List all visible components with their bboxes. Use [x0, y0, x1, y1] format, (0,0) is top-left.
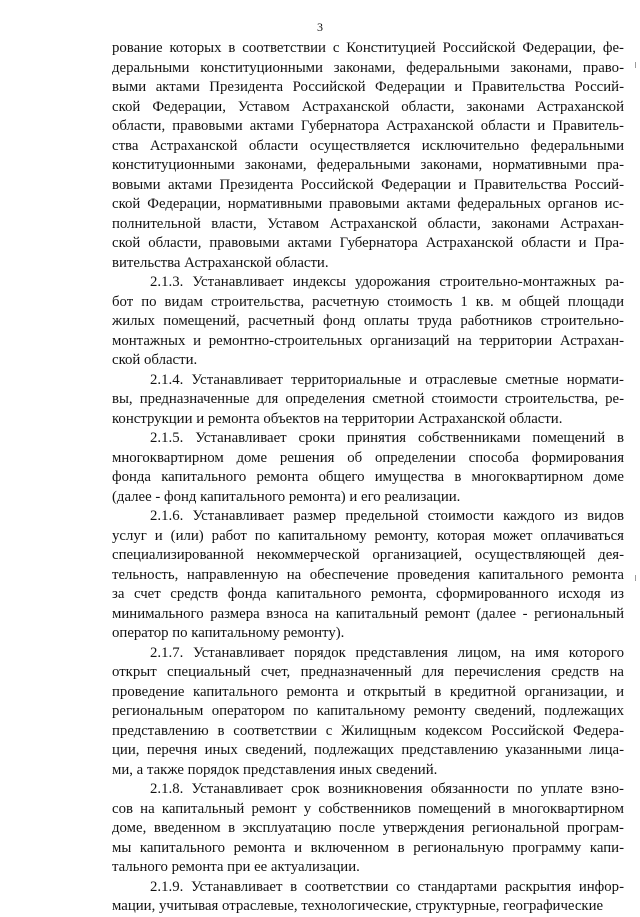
- text-line: (далее - фонд капитального ремонта) и его реализации.: [112, 488, 461, 505]
- paragraph-p-continuation: [112, 39, 624, 273]
- text-line: 2.1.8. Устанавливает срок возникновения обязанности по уплате взно-: [150, 781, 624, 797]
- text-line: мы капитального ремонта и включенном в региональную программу капи-: [112, 839, 624, 856]
- text-line: проведение капитального ремонта и открытый в кредитной организации, и: [112, 683, 624, 700]
- scan-edge-mark: [635, 575, 636, 581]
- text-line: деральными конституционными законами, федеральными законами, право-: [112, 59, 624, 76]
- text-line: многоквартирном доме решения об определении способа формирования: [112, 449, 624, 466]
- text-line: вовыми актами Президента Российской Федерации и Правительства Россий-: [112, 176, 624, 193]
- text-line: ской Федерации, Уставом Астраханской области, законами Астраханской: [112, 98, 624, 115]
- text-line: вы, предназначенные для определения сметной стоимости строительства, ре-: [112, 391, 624, 407]
- text-line: жилых помещений, расчетный фонд оплаты труда работников строительно-: [112, 313, 624, 329]
- text-line: конструкции и ремонта объектов на территории Астраханской области.: [112, 410, 563, 427]
- text-line: области, правовыми актами Губернатора Астраханской области и Правитель-: [112, 118, 624, 134]
- text-line: ской области, правовыми актами Губернатора Астраханской области и Пра-: [112, 235, 624, 251]
- paragraph-p-2-1-4: [112, 371, 624, 430]
- paragraph-p-2-1-6: [112, 507, 624, 644]
- text-line: фонда капитального ремонта общего имущества в многоквартирном доме: [112, 469, 624, 485]
- text-line: рование которых в соответствии с Конституцией Российской Федерации, фе-: [112, 40, 624, 56]
- text-line: мации, учитывая отраслевые, технологические, структурные, географические: [112, 898, 604, 914]
- text-line: 2.1.3. Устанавливает индексы удорожания строительно-монтажных ра-: [150, 274, 624, 290]
- paragraph-p-2-1-7: [112, 644, 624, 781]
- text-line: минимального размера взноса на капитальный ремонт (далее - региональный: [112, 605, 624, 622]
- paragraph-p-2-1-8: [112, 780, 624, 878]
- text-line: 2.1.4. Устанавливает территориальные и отраслевые сметные нормати-: [150, 371, 624, 388]
- text-line: представлению в соответствии с Жилищным кодексом Российской Федера-: [112, 722, 624, 739]
- page-number: 3: [317, 20, 323, 34]
- text-line: региональным оператором по капитальному ремонту сведений, подлежащих: [112, 703, 624, 719]
- text-line: ской Федерации, нормативными правовыми актами федеральных органов ис-: [112, 196, 624, 212]
- text-line: 2.1.5. Устанавливает сроки принятия собственниками помещений в: [150, 430, 624, 446]
- text-line: ской области.: [112, 352, 198, 368]
- text-line: монтажных и ремонтно-строительных организаций на территории Астрахан-: [112, 332, 624, 349]
- text-line: открыт специальный счет, предназначенный для перечисления средств на: [112, 664, 624, 680]
- text-line: полнительной власти, Уставом Астраханской области, законами Астрахан-: [112, 215, 624, 232]
- paragraph-p-2-1-5: [112, 429, 624, 507]
- text-line: выми актами Президента Российской Федерации и Правительства Россий-: [112, 79, 624, 95]
- text-line: бот по видам строительства, расчетную стоимость 1 кв. м общей площади: [112, 293, 624, 310]
- text-line: специализированной некоммерческой организацией, осуществляющей дея-: [112, 547, 624, 563]
- text-line: вительства Астраханской области.: [112, 254, 329, 271]
- document-body: [112, 39, 624, 917]
- text-line: услуг и (или) работ по капитальному ремонту, которая может оплачиваться: [112, 527, 624, 544]
- text-line: ми, а также порядок представления иных сведений.: [112, 761, 438, 778]
- text-line: тального ремонта при ее актуализации.: [112, 859, 360, 875]
- text-line: 2.1.7. Устанавливает порядок представления лицом, на имя которого: [150, 644, 624, 661]
- paragraph-p-2-1-9: [112, 878, 624, 917]
- text-line: тельность, направленную на обеспечение проведения капитального ремонта: [112, 566, 624, 583]
- text-line: за счет средств фонда капитального ремонта, сформированного исходя из: [112, 586, 624, 602]
- text-line: сов на капитальный ремонт у собственников помещений в многоквартирном: [112, 800, 624, 817]
- text-line: ства Астраханской области осуществляется исключительно федеральными: [112, 137, 624, 154]
- scan-edge-mark: [635, 62, 636, 68]
- text-line: 2.1.6. Устанавливает размер предельной стоимости каждого из видов: [150, 508, 624, 524]
- paragraph-p-2-1-3: [112, 273, 624, 371]
- text-line: 2.1.9. Устанавливает в соответствии со стандартами раскрытия инфор-: [150, 878, 624, 895]
- text-line: конституционными законами, федеральными законами, нормативными пра-: [112, 157, 624, 173]
- text-line: доме, введенном в эксплуатацию после утверждения региональной програм-: [112, 820, 624, 836]
- text-line: оператор по капитальному ремонту).: [112, 625, 345, 641]
- text-line: ции, перечня иных сведений, подлежащих представлению указанными лица-: [112, 742, 624, 758]
